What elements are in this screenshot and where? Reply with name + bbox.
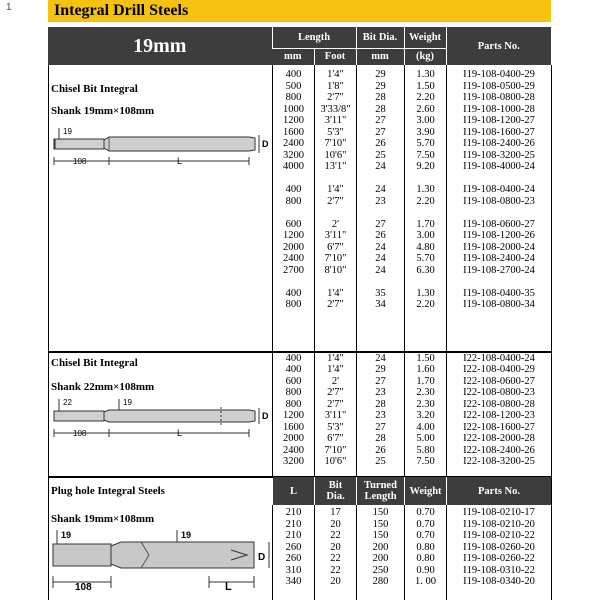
section1-title: Chisel Bit Integral: [51, 83, 138, 95]
section1-desc: [49, 65, 273, 351]
rod-outline: [54, 137, 255, 151]
cell-foot: 5'3": [327, 421, 344, 433]
spec-table: [48, 27, 551, 65]
section2-drawing: [49, 395, 273, 445]
cell-foot: 2': [331, 375, 340, 387]
cell-weight: 0.70: [416, 530, 435, 541]
cell-weight: 2.20: [416, 195, 435, 207]
cell-parts: I19-108-4000-24: [463, 161, 535, 172]
cell-mm: 2400: [283, 444, 304, 456]
cell-mm: 400: [285, 184, 302, 195]
cell-foot: 3'33/8": [320, 103, 351, 115]
cell-mm: 800: [285, 299, 302, 310]
cell-mm: 800: [285, 195, 302, 207]
cell-parts: I19-108-0800-23: [463, 195, 535, 207]
cell-foot: 6'7": [327, 433, 344, 444]
section2-foot-col: [315, 352, 357, 476]
cell-weight: 1.30: [416, 69, 435, 80]
cell-turned: 150: [372, 507, 389, 518]
cell-mm: 3200: [283, 456, 304, 467]
cell-dia: 28: [375, 398, 386, 410]
cell-weight: 1.60: [416, 364, 435, 375]
parts-no-header: Parts No.: [446, 27, 551, 65]
section2-shank: Shank 22mm×108mm: [51, 380, 155, 393]
cell-parts: I19-108-2400-26: [463, 138, 535, 149]
cell-foot: 7'10": [324, 444, 347, 456]
spec-sheet: [48, 27, 551, 600]
cell-parts: I22-108-0800-28: [463, 398, 535, 410]
page-number: 1: [6, 2, 12, 13]
cell-mm: 2700: [283, 264, 304, 276]
cell-turned: 280: [372, 576, 389, 587]
cell-mm: 800: [285, 92, 302, 103]
cell-parts: I19-108-0210-17: [463, 507, 535, 518]
cell-foot: 1'4": [327, 69, 344, 80]
cell-foot: 2'7": [327, 299, 344, 310]
cell-foot: 7'10": [324, 138, 347, 149]
cell-mm: 2400: [283, 138, 304, 149]
size-label: 19mm: [133, 34, 187, 57]
cell-weight: 2.30: [416, 387, 435, 398]
section2-weight-col: [405, 352, 447, 476]
section3-weight-col: [405, 505, 447, 600]
cell-parts: I19-108-2000-24: [463, 241, 535, 253]
cell-weight: 2.30: [416, 398, 435, 410]
section1-foot-col: [315, 65, 357, 351]
cell-parts: I19-108-0260-22: [463, 553, 535, 564]
cell-mm: 400: [285, 352, 302, 364]
cell-dia: 24: [375, 264, 386, 276]
cell-weight: 5.00: [416, 433, 435, 444]
cell-foot: 10'6": [324, 149, 347, 161]
cell-L: 260: [285, 541, 302, 553]
cell-parts: I22-108-0800-23: [463, 387, 535, 398]
cell-dia: 28: [375, 92, 386, 103]
cell-mm: 2400: [283, 253, 304, 264]
cell-dia: 24: [375, 184, 386, 195]
cell-weight: 3.20: [416, 410, 435, 421]
section2-dia-col: [357, 352, 405, 476]
section1-table: [48, 65, 552, 352]
cell-dia: 27: [375, 421, 386, 433]
cell-parts: I19-108-1200-26: [463, 230, 535, 241]
hdr-bit-line2: Dia.: [326, 491, 345, 502]
cell-foot: 2'7": [327, 195, 344, 207]
cell-dia: 24: [375, 253, 386, 264]
cell-parts: I22-108-0600-27: [463, 375, 535, 387]
hdr-bit: [315, 477, 357, 505]
cell-foot: 1'4": [327, 287, 344, 299]
cell-mm: 4000: [283, 161, 304, 172]
cell-dia: 26: [375, 138, 386, 149]
cell-dia: 20: [330, 541, 341, 553]
cell-dia: 22: [330, 564, 341, 576]
cell-mm: 600: [285, 375, 302, 387]
mm-header: mm: [272, 48, 314, 65]
cell-foot: 3'11": [324, 115, 347, 126]
cell-dia: 24: [375, 161, 386, 172]
cell-dia: 22: [330, 553, 341, 564]
cell-foot: 10'6": [324, 456, 347, 467]
cell-foot: 2': [331, 218, 340, 230]
cell-foot: 3'11": [324, 410, 347, 421]
dim-D: D: [262, 410, 269, 421]
cell-mm: 1200: [283, 115, 304, 126]
hdr-turned-line2: Length: [364, 491, 397, 502]
section1-mm-col: [273, 65, 315, 351]
cell-dia: 17: [330, 507, 341, 518]
dim-19-b: 19: [181, 529, 192, 540]
section2-row: [49, 352, 552, 476]
cell-foot: 2'7": [327, 92, 344, 103]
cell-foot: 7'10": [324, 253, 347, 264]
cell-weight: 3.90: [416, 126, 435, 138]
cell-parts: I19-108-1000-28: [463, 103, 535, 115]
cell-weight: 5.70: [416, 253, 435, 264]
cell-mm: 2000: [283, 433, 304, 444]
dim-19: 19: [123, 397, 132, 407]
bit-dia-header: Bit Dia.: [356, 27, 404, 48]
foot-header: Foot: [314, 48, 356, 65]
cell-weight: 7.50: [416, 149, 435, 161]
section2-desc: [49, 352, 273, 476]
cell-dia: 20: [330, 576, 341, 587]
cell-parts: I19-108-0260-20: [463, 541, 535, 553]
cell-dia: 20: [330, 518, 341, 530]
cell-mm: 3200: [283, 149, 304, 161]
cell-parts: I22-108-0400-24: [463, 352, 535, 364]
cell-parts: I19-108-2700-24: [463, 264, 535, 276]
cell-weight: 4.00: [416, 421, 435, 433]
cell-parts: I19-108-0210-22: [463, 530, 535, 541]
length-header: Length: [272, 27, 356, 48]
cell-dia: 27: [375, 218, 386, 230]
cell-weight: 6.30: [416, 264, 435, 276]
cell-dia: 26: [375, 444, 386, 456]
cell-foot: 2'7": [327, 398, 344, 410]
cell-weight: 2.20: [416, 299, 435, 310]
dim-D: D: [258, 551, 266, 563]
section1-parts-col: [447, 65, 552, 351]
cell-mm: 2000: [283, 241, 304, 253]
hdr-turned-line1: Turned: [364, 480, 397, 491]
cell-weight: 0.90: [416, 564, 435, 576]
cell-mm: 1600: [283, 126, 304, 138]
cell-turned: 200: [372, 541, 389, 553]
cell-L: 310: [285, 564, 302, 576]
section2-title: Chisel Bit Integral: [51, 356, 138, 369]
section3-parts-col: [447, 505, 552, 600]
cell-dia: 22: [330, 530, 341, 541]
dim-22: 22: [63, 397, 72, 407]
cell-mm: 400: [285, 287, 302, 299]
cell-weight: 1.50: [416, 352, 435, 364]
cell-dia: 28: [375, 103, 386, 115]
cell-weight: 3.00: [416, 115, 435, 126]
section3-shank: Shank 19mm×108mm: [51, 512, 155, 525]
cell-parts: I22-108-2000-28: [463, 433, 535, 444]
section3-table: [48, 477, 552, 600]
dim-L: L: [177, 427, 183, 438]
cell-weight: 1.70: [416, 375, 435, 387]
cell-weight: 1.70: [416, 218, 435, 230]
cell-dia: 27: [375, 375, 386, 387]
cell-parts: I19-108-0210-20: [463, 518, 535, 530]
cell-parts: I19-108-0500-29: [463, 80, 535, 92]
cell-parts: I22-108-1600-27: [463, 421, 535, 433]
dim-L: L: [225, 580, 232, 593]
cell-foot: 2'7": [327, 387, 344, 398]
cell-parts: I19-108-0340-20: [463, 576, 535, 587]
cell-dia: 26: [375, 230, 386, 241]
cell-dia: 25: [375, 456, 386, 467]
cell-parts: I22-108-2400-26: [463, 444, 535, 456]
cell-dia: 34: [375, 299, 386, 310]
cell-L: 210: [285, 507, 302, 518]
cell-weight: 0.80: [416, 541, 435, 553]
cell-mm: 400: [285, 364, 302, 375]
cell-parts: I19-108-1600-27: [463, 126, 535, 138]
hdr-bit-line1: Bit: [328, 480, 343, 491]
cell-foot: 13'1": [324, 161, 347, 172]
cell-mm: 1600: [283, 421, 304, 433]
cell-parts: I22-108-0400-29: [463, 364, 535, 375]
bit-mm-header: mm: [356, 48, 404, 65]
page-title: Integral Drill Steels: [48, 0, 551, 22]
cell-mm: 800: [285, 398, 302, 410]
section2-mm-col: [273, 352, 315, 476]
cell-weight: 1. 00: [415, 576, 436, 587]
cell-L: 210: [285, 518, 302, 530]
dim-108: 108: [75, 581, 92, 593]
cell-weight: 2.20: [416, 92, 435, 103]
cell-dia: 29: [375, 364, 386, 375]
section1-shank: Shank 19mm×108mm: [51, 105, 155, 117]
cell-turned: 200: [372, 553, 389, 564]
cell-weight: 7.50: [416, 456, 435, 467]
section3-turned-col: [357, 505, 405, 600]
cell-weight: 1.50: [416, 80, 435, 92]
cell-foot: 1'4": [327, 352, 344, 364]
section3-L-col: [273, 505, 315, 600]
cell-dia: 23: [375, 387, 386, 398]
cell-parts: I19-108-0310-22: [463, 564, 535, 576]
hdr-parts: Parts No.: [447, 477, 552, 505]
cell-dia: 35: [375, 287, 386, 299]
cell-dia: 24: [375, 352, 386, 364]
cell-mm: 800: [285, 387, 302, 398]
cell-weight: 4.80: [416, 241, 435, 253]
cell-mm: 600: [285, 218, 302, 230]
cell-foot: 8'10": [324, 264, 347, 276]
section3-dia-col: [315, 505, 357, 600]
cell-L: 210: [285, 530, 302, 541]
cell-weight: 2.60: [416, 103, 435, 115]
cell-foot: 1'4": [327, 364, 344, 375]
cell-dia: 23: [375, 410, 386, 421]
section2-table: [48, 352, 552, 477]
cell-parts: I19-108-0800-34: [463, 299, 535, 310]
cell-turned: 250: [372, 564, 389, 576]
dim-L: L: [177, 156, 183, 166]
section3-drawing: [49, 530, 273, 600]
hdr-L: L: [273, 477, 315, 505]
cell-L: 340: [285, 576, 302, 587]
hdr-turned: [357, 477, 405, 505]
cell-dia: 23: [375, 195, 386, 207]
cell-mm: 1000: [283, 103, 304, 115]
cell-weight: 9.20: [416, 161, 435, 172]
dim-108: 108: [73, 157, 87, 166]
cell-turned: 150: [372, 518, 389, 530]
weight-header: Weight: [404, 27, 446, 48]
cell-foot: 1'4": [327, 184, 344, 195]
header-row: [48, 27, 551, 48]
cell-dia: 25: [375, 149, 386, 161]
dim-19: 19: [63, 127, 72, 136]
section1-weight-col: [405, 65, 447, 351]
cell-foot: 3'11": [324, 230, 347, 241]
cell-weight: 5.80: [416, 444, 435, 456]
cell-L: 260: [285, 553, 302, 564]
cell-foot: 6'7": [327, 241, 344, 253]
cell-parts: I19-108-2400-24: [463, 253, 535, 264]
dim-D: D: [262, 139, 269, 149]
section3-title: Plug hole Integral Steels: [51, 484, 165, 497]
cell-mm: 500: [285, 80, 302, 92]
cell-parts: I22-108-1200-23: [463, 410, 535, 421]
cell-mm: 1200: [283, 410, 304, 421]
cell-parts: I19-108-1200-27: [463, 115, 535, 126]
cell-dia: 24: [375, 241, 386, 253]
section3-desc: [49, 477, 273, 600]
cell-weight: 3.00: [416, 230, 435, 241]
section1-dia-col: [357, 65, 405, 351]
cell-foot: 5'3": [327, 126, 344, 138]
cell-turned: 150: [372, 530, 389, 541]
cell-weight: 1.30: [416, 287, 435, 299]
cell-weight: 0.70: [416, 507, 435, 518]
cell-weight: 0.80: [416, 553, 435, 564]
section2-parts-col: [447, 352, 552, 476]
kg-header: (kg): [404, 48, 446, 65]
cell-parts: I19-108-0800-28: [463, 92, 535, 103]
section1-row: [49, 65, 552, 351]
cell-weight: 0.70: [416, 518, 435, 530]
cell-parts: I22-108-3200-25: [463, 456, 535, 467]
cell-dia: 27: [375, 115, 386, 126]
cell-mm: 1200: [283, 230, 304, 241]
cell-parts: I19-108-0400-29: [463, 69, 535, 80]
cell-parts: I19-108-0400-35: [463, 287, 535, 299]
cell-foot: 1'8": [327, 80, 344, 92]
dim-19-a: 19: [61, 529, 72, 540]
cell-parts: I19-108-0400-24: [463, 184, 535, 195]
cell-dia: 28: [375, 433, 386, 444]
cell-dia: 29: [375, 69, 386, 80]
section1-drawing: [49, 123, 273, 173]
cell-weight: 1.30: [416, 184, 435, 195]
dim-108: 108: [73, 428, 87, 438]
hdr-weight: Weight: [405, 477, 447, 505]
section3-header-row: [49, 477, 552, 505]
cell-dia: 29: [375, 80, 386, 92]
cell-parts: I19-108-0600-27: [463, 218, 535, 230]
cell-dia: 27: [375, 126, 386, 138]
cell-parts: I19-108-3200-25: [463, 149, 535, 161]
cell-weight: 5.70: [416, 138, 435, 149]
cell-mm: 400: [285, 69, 302, 80]
